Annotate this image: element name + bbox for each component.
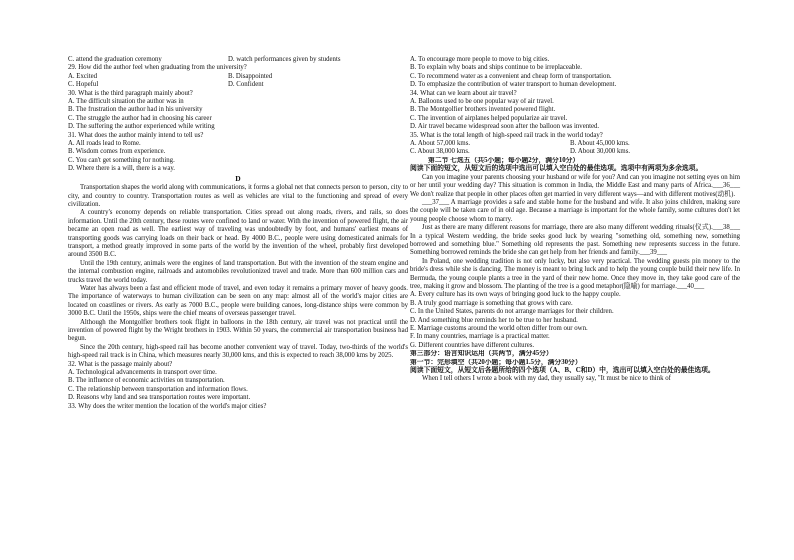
question-31: 31. What does the author mainly intend to tell us? — [68, 131, 204, 139]
cloze-option[interactable]: C. In the United States, parents do not arrange marriages for their children. — [410, 308, 614, 316]
option-d[interactable]: D. Air travel became widespread soon after the balloon was invented. — [410, 123, 600, 131]
part-3-section-1: 第一节：完形填空（共20小题；每小题1.5分，满分30分） — [410, 358, 582, 366]
passage-paragraph: Transportation shapes the world along with communications, it forms a global net that connects person to person, city to city, and country to country. Transportation routes as well as vehicles are vital to the functioning and spread of every civilization. — [68, 184, 408, 208]
option-d[interactable]: D. The suffering the author experienced while writing — [68, 123, 215, 131]
cloze-paragraph: ___37___ A marriage provides a safe and stable home for the husband and wife. It also joins children, making sure the couple will be taken care of in old age. Because a marriage is important for the whole family, some cultures don't let young people choose whom to marry. — [410, 198, 740, 223]
passage-paragraph: Until the 19th century, animals were the engines of land transportation. But with the invention of the steam engine and the internal combustion engine, railroads and automobiles revolutionized travel and trade. More than 600 million cars and trucks travel the world today. — [68, 259, 408, 284]
option-c[interactable]: C. The struggle the author had in choosing his career — [68, 114, 212, 122]
option-b[interactable]: B. About 45,000 kms. — [570, 140, 630, 148]
option-a[interactable]: A. Balloons used to be one popular way of air travel. — [410, 98, 554, 106]
option-c[interactable]: C. The relationship between transportation and information flows. — [68, 385, 248, 393]
option-d[interactable]: D. Reasons why land and sea transportation routes were important. — [68, 394, 251, 402]
cloze-paragraph: In Poland, one wedding tradition is not only lucky, but also very practical. The wedding guests pin money to the bride's dress while she is dancing. The money is meant to bring luck and to help the young couple build their new life. In Bermuda, the young couple plants a tree in the yard of their new home. Once they move in, they take good care of the tree, making it grow and blossom. The planting of the tree is a good metaphor(隐喻) for marriage.___40___ — [410, 257, 740, 290]
question-35: 35. What is the total length of high-speed rail track in the world today? — [410, 131, 603, 139]
passage-paragraph: A country's economy depends on reliable transportation. Cities spread out along roads, rivers, and rails, so does information. Until the 20th century, these routes were confined to land or water. With the invention of powered flight, the air became an open road as well. The earliest way of traveling was undoubtedly by foot, and humans' earliest means of transporting goods was carrying loads on their back or head. By 4000 B.C., people were using domesticated animals for transport, a method greatly improved in some parts of the world by the invention of the wheel, probably first developed around 3500 B.C. — [68, 209, 408, 259]
passage-paragraph: Although the Montgolfier brothers took flight in balloons in the 18th century, air travel was not practical until the invention of powered flight by the Wright brothers in 1903. Within 50 years, the commercial air transportation business had begun. — [68, 318, 408, 343]
part-3-instructions: 阅读下面短文，从短文后各题所给的四个选项（A、B、C和D）中，选出可以填入空白处的最佳选项。 — [410, 367, 715, 375]
passage-paragraph: Water has always been a fast and efficient mode of travel, and even today it remains a primary mover of heavy goods. The importance of waterways to human civilization can be seen on any map: almost all of the world's major cities are located on coastlines or rivers. As early as 7000 B.C., people were building canoes, long-distance ships were common by 3000 B.C. Until the 1950s, ships were the chief means of overseas passenger travel. — [68, 284, 408, 318]
option-c[interactable]: C. To recommend water as a convenient and cheap form of transportation. — [410, 72, 612, 80]
q28-options — [68, 56, 408, 64]
option-c[interactable]: C. Hopeful — [68, 81, 99, 89]
cloze-option[interactable]: B. A truly good marriage is something that grows with care. — [410, 299, 573, 307]
q29-options-row-1 — [68, 73, 408, 81]
question-30: 30. What is the third paragraph mainly about? — [68, 89, 193, 97]
option-b[interactable]: B. Disappointed — [228, 72, 273, 80]
option-a[interactable]: A. The difficult situation the author was in — [68, 98, 184, 106]
option-a[interactable]: A. About 57,000 kms. — [410, 140, 471, 148]
part-3-title: 第三部分：语言知识运用（共两节，满分45分） — [410, 350, 553, 358]
option-a[interactable]: A. All roads lead to Rome. — [68, 140, 141, 148]
passage-paragraph: Since the 20th century, high-speed rail has become another convenient way of travel. Today, two-thirds of the world's high-speed rail track is in China, which measures nearly 30,000 kms, and this is expected to reach 38,000 kms by 2025. — [68, 343, 408, 360]
option-d[interactable]: D. Confident — [228, 81, 264, 89]
cloze-option[interactable]: G. Different countries have different cultures. — [410, 341, 535, 349]
part-3-passage-start: When I tell others I wrote a book with my dad, they usually say, "It must be nice to think of — [422, 375, 671, 383]
option-b[interactable]: B. The Montgolfier brothers invented powered flight. — [410, 106, 556, 114]
cloze-option[interactable]: E. Marriage customs around the world often differ from our own. — [410, 325, 588, 332]
q35-options-row-1 — [410, 140, 740, 148]
option-d[interactable]: D. Where there is a will, there is a way. — [68, 165, 176, 173]
option-d[interactable]: D. To emphasize the contribution of water transport to human development. — [410, 81, 617, 89]
option-b[interactable]: B. Wisdom comes from experience. — [68, 148, 166, 156]
question-33: 33. Why does the writer mention the location of the world's major cities? — [68, 402, 267, 410]
section-2-instructions: 阅读下面的短文，从短文后的选项中选出可以填入空白处的最佳选项。选项中有两项为多余选项。 — [410, 165, 703, 173]
cloze-option[interactable]: D. And something blue reminds her to be true to her husband. — [410, 316, 578, 324]
option-a[interactable]: A. Technological advancements in transport over time. — [68, 369, 217, 377]
q29-options-row-2 — [68, 81, 408, 89]
option-c[interactable]: C. About 38,000 kms. — [410, 148, 470, 156]
passage-d-title: D — [235, 173, 241, 183]
option-c[interactable]: C. attend the graduation ceremony — [68, 56, 162, 63]
option-a[interactable]: A. To encourage more people to move to big cities. — [410, 56, 550, 63]
right-column — [410, 56, 740, 384]
question-32: 32. What is the passage mainly about? — [68, 360, 173, 368]
cloze-option[interactable]: A. Every culture has its own ways of bringing good luck to the happy couple. — [410, 291, 621, 299]
option-b[interactable]: B. The frustration the author had in his university — [68, 106, 203, 114]
option-a[interactable]: A. Excited — [68, 72, 98, 80]
cloze-paragraph: Just as there are many different reasons for marriage, there are also many different wedding rituals(仪式).___38___ In a typical Western wedding, the bride seeks good luck by wearing "something old, something new, something borrowed and something blue." Something old represents the past. Something new represents success in the future. Something borrowed reminds the bride she can get help from her friends and family.___39___ — [410, 224, 740, 257]
cloze-option[interactable]: F. In many countries, marriage is a practical matter. — [410, 333, 550, 341]
option-c[interactable]: C. The invention of airplanes helped popularize air travel. — [410, 114, 568, 122]
option-b[interactable]: B. To explain why boats and ships continue to be irreplaceable. — [410, 64, 582, 72]
question-34: 34. What can we learn about air travel? — [410, 89, 517, 97]
section-2-title: 第二节 七选五（共5小题；每小题2分，满分10分） — [428, 156, 580, 164]
left-column — [68, 56, 408, 411]
option-d[interactable]: D. About 30,000 kms. — [570, 148, 631, 156]
option-b[interactable]: B. The influence of economic activities on transportation. — [68, 377, 225, 385]
question-29: 29. How did the author feel when graduating from the university? — [68, 64, 247, 72]
q35-options-row-2 — [410, 148, 740, 156]
cloze-paragraph: Can you imagine your parents choosing your husband or wife for you? And can you imagine not setting eyes on him or her until your wedding day? This situation is common in India, the Middle East and many parts of Africa.___36___ We don't realize that people in other places often get married in very different ways—and with different motives(动机). — [410, 173, 740, 198]
option-d[interactable]: D. watch performances given by students — [228, 56, 341, 63]
option-c[interactable]: C. You can't get something for nothing. — [68, 156, 175, 164]
